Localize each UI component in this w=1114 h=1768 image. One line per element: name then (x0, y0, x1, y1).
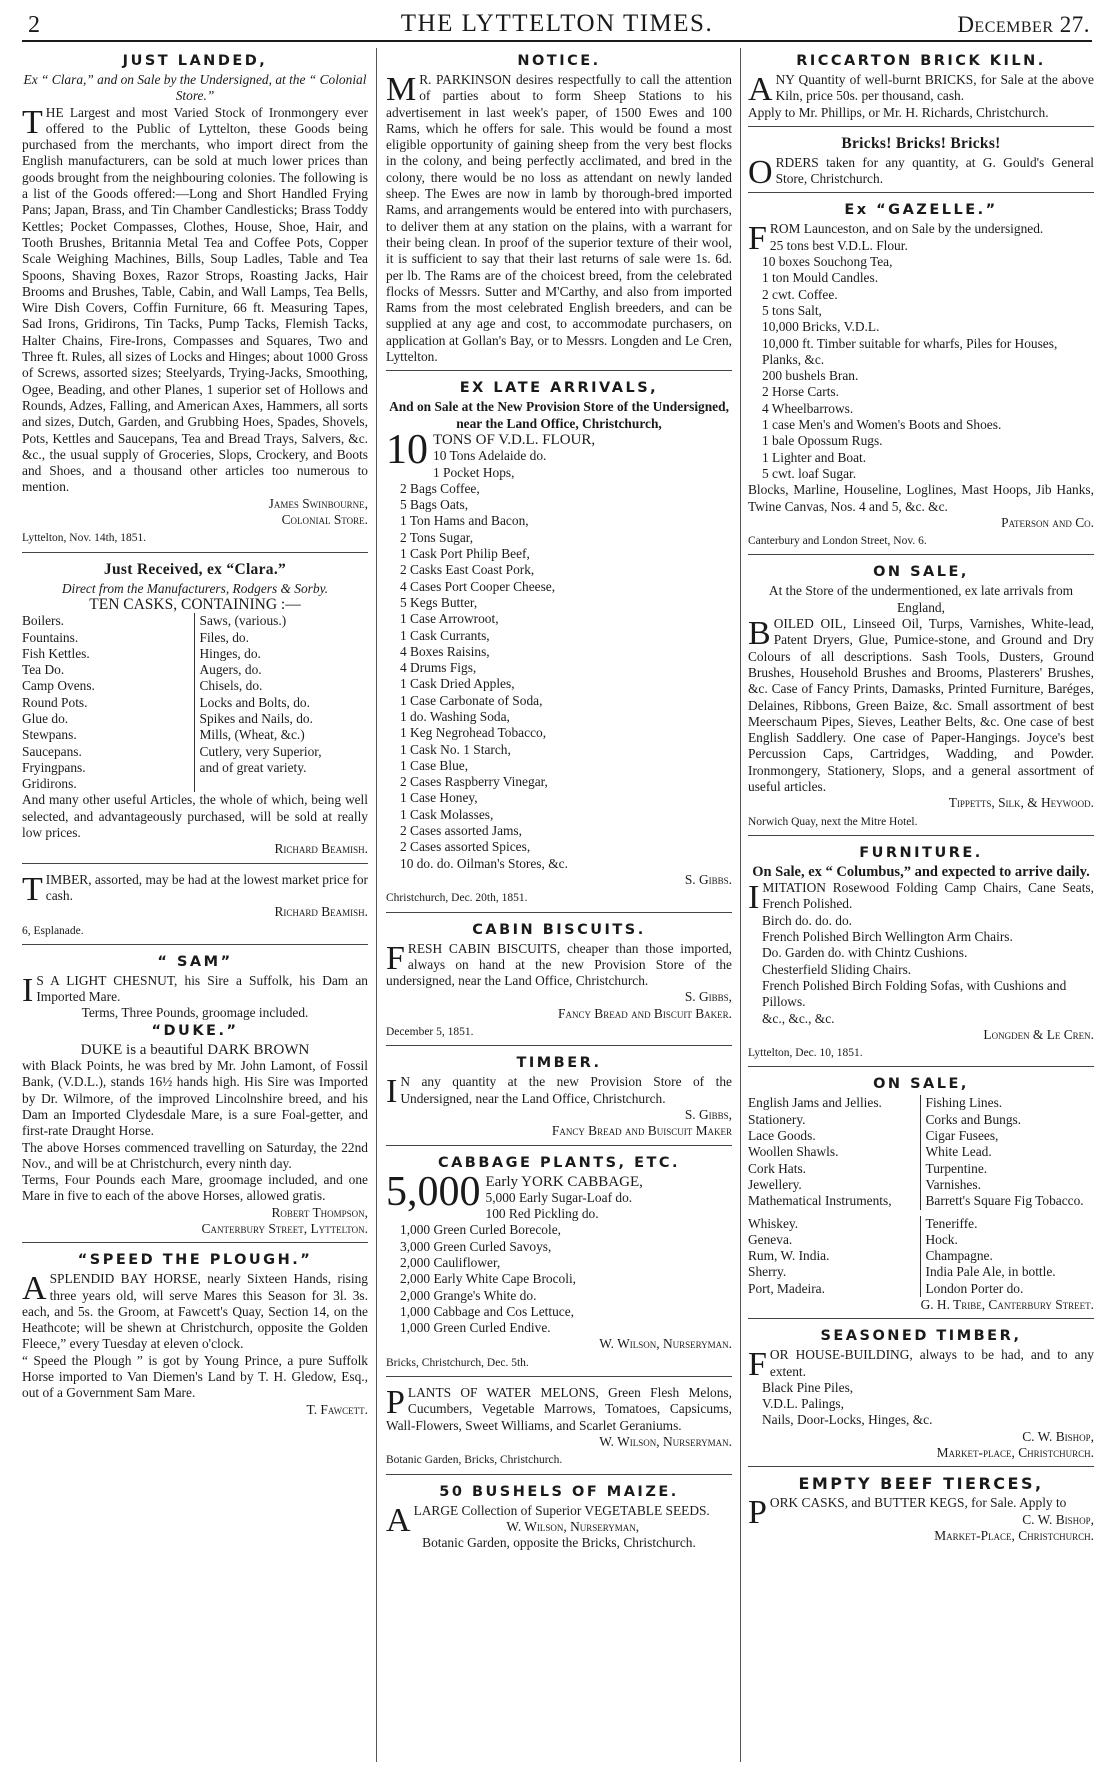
list-item: 10,000 Bricks, V.D.L. (762, 319, 880, 335)
ad-body: MITATION Rosewood Folding Camp Chairs, Cane Seats, French Polished. (762, 880, 1094, 912)
ad-just-landed (22, 52, 368, 553)
dateline: Christchurch, Dec. 20th, 1851. (386, 892, 528, 905)
dateline: 6, Esplanade. (22, 924, 84, 937)
ad-timber-store (386, 1054, 732, 1145)
list-item: Spikes and Nails, do. (199, 710, 313, 726)
large-number: 5,000 (386, 1168, 481, 1215)
ad-body: OILED OIL, Linseed Oil, Turps, Varnishes, White-lead, Patent Dryers, Glue, Pumice-stone, and Ground and Dry Colours of all descriptions. Sash Tools, Dusters, Ground Brushes, Household Brushes and Brooms, Plasterers' Brushes, &c. Case of Fancy Prints, Damasks, Printed Furniture, Baréges, Delaines, Ribbons, Green Baize, &c. Small assortment of best Meerschaum Pipes, Sieves, Leather Belts, &c. One case of best English Saddlery. One case of Paper-Hangings. Joyce's best Percussion Caps, Cartridges, Wadding, and Powder. Ironmongery, Stationery, Slops, and a general assortment of useful articles. (748, 616, 1094, 794)
ad-body: R. PARKINSON desires respectfully to call the attention of parties about to form Sheep Stations to his advertisement in last week's paper, of 1500 Ewes and 100 Rams, which he offers for sale. This would be found a most eligible opportunity of gaining sheep from the very best flocks in the colony, and being perfectly acclimated, and bred in the colony, there would be no loss as attendant on newly landed sheep. The Ewes are now in lamb by thorough-bred imported Rams, and arrangements would be entered into with purchasers, to deliver them at any station on the plains, with a warrant for their being clean. In proof of the superior texture of their wool, it is sufficient to say that their last returns of sale were 1s. 6d. per lb. The Rams are of the choicest breed, from the celebrated flocks of Messrs. Sutter and M'Carthy, and also from imported Rams from the most celebrated English breeders, and can be supplied at any age and cost, to accommodate purchasers, on application at Gollan's Bay, or to Messrs. Longden and Le Cren, Lyttelton. (386, 72, 732, 365)
ad-seasoned-timber (748, 1327, 1094, 1467)
signature-line-2: Canterbury Street, Lyttelton. (201, 1221, 368, 1236)
ad-heading: Bricks! Bricks! Bricks! (841, 134, 1001, 152)
ad-terms: Terms, Four Pounds each Mare, groomage included, and one Mare in five to each of the above Horses, allowed gratis. (22, 1172, 368, 1204)
list-item: 1,000 Green Curled Borecole, (400, 1222, 562, 1238)
item-list (748, 1380, 1094, 1429)
list-item: 1 case Men's and Women's Boots and Shoes. (762, 417, 1002, 433)
list-item: 10 do. do. Oilman's Stores, &c. (400, 855, 568, 871)
list-item: 2,000 Grange's White do. (400, 1287, 537, 1303)
ad-body: HE Largest and most Varied Stock of Ironmongery ever offered to the Public of Lyttelton, these Goods being purchased from the merchants, who import direct from the English manufacturers, can be sold at much lower prices than goods brought from the neighbouring colonies. The following is a list of the Goods offered:—Long and Short Handled Frying Pans; Japan, Brass, and Tin Chamber Candlesticks; Brass Toddy Kettles; Pocket Compasses, Clothes, House, Shoe, Hair, and Tooth Brushes, Britannia Metal Tea and Coffee Pots, Copper Scale Weighing Machines, Bills, Soup Ladles, Table and Tea Spoons, Shaving Boxes, Razor Strops, Roasting Jacks, Hair Brooms and Brushes, Table, Cabin, and Wall Lamps, Tea Bells, Wire Dish Covers, Coffin Furniture, 66 ft. Measuring Tapes, Sad Irons, Gridirons, Tin Tacks, Pump Tacks, Flemish Tacks, Halter Chains, Fire-Irons, Compasses and Squares, Two and Three ft. Rules, all sizes of Locks and Hinges; about 1000 Gross of Screws, assorted sizes; Steelyards, Trying-Jacks, Smoothing, Ogee, Beading, and other Planes, 1 superior set of Hollows and Rounds, Adzes, Falling, and American Axes, Hammers, all sorts and sizes, Dutch, Garden, and Grubbing Hoes, Spades, Shovels, Pots, Kettles and Saucepans, Tea and Bread Trays, Salvers, &c. &c., the usual supply of Groceries, Slops, Crockery, and Boots and Shoes, and a thousand other articles too numerous to mention. (22, 104, 368, 495)
ad-heading: 50 BUSHELS OF MAIZE. (439, 1483, 679, 1500)
ad-on-sale-tippetts (748, 563, 1094, 835)
two-column-list (22, 613, 368, 792)
ad-body: And many other useful Articles, the whole of which, being well selected, and advantageously purchased, will be sold at really low prices. (22, 792, 368, 841)
column-rule (376, 48, 377, 1762)
signature: W. Wilson, Nurseryman. (599, 1336, 732, 1352)
list-item: 1 bale Opossum Rugs. (762, 433, 883, 449)
list-item: Teneriffe. (925, 1215, 978, 1231)
list-item: English Jams and Jellies. (748, 1095, 882, 1111)
list-item: 1 ton Mould Candles. (762, 270, 879, 286)
drop-cap: M (386, 71, 417, 108)
list-item: Fryingpans. (22, 759, 86, 775)
list-item: 1,000 Green Curled Endive. (400, 1320, 551, 1336)
signature-line-2: Fancy Bread and Biscuit Baker. (558, 1005, 732, 1021)
drop-cap: I (386, 1073, 398, 1111)
list-left (748, 1095, 920, 1209)
ad-subheading: On Sale, ex “ Columbus,” and expected to arrive daily. (752, 863, 1090, 880)
list-item: 2 Tons Sugar, (400, 529, 474, 545)
list-item: 1 Pocket Hops, (433, 464, 515, 480)
list-item: India Pale Ale, in bottle. (925, 1264, 1056, 1280)
list-item: 2 Cases assorted Spices, (400, 839, 531, 855)
ad-body: N any quantity at the new Provision Store of the Undersigned, near the Land Office, Christchurch. (400, 1074, 732, 1106)
ad-body: RESH CABIN BISCUITS, cheaper than those imported, always on hand at the new Provision Store of the undersigned, near the Land Office, Christchurch. (386, 940, 732, 989)
ad-speed-the-plough (22, 1251, 368, 1423)
list-item: White Lead. (925, 1144, 992, 1160)
column-1 (22, 52, 368, 1762)
list-item: Do. Garden do. with Chintz Cushions. (762, 945, 968, 961)
list-item: London Porter do. (925, 1280, 1024, 1296)
column-3 (748, 52, 1094, 1762)
list-item: 1 Lighter and Boat. (762, 449, 867, 465)
list-item: 100 Red Pickling do. (485, 1206, 599, 1222)
ad-heading: FURNITURE. (859, 844, 983, 861)
list-item: and of great variety. (199, 759, 307, 775)
list-item: Turpentine. (925, 1160, 988, 1176)
list-item: Fishing Lines. (925, 1095, 1003, 1111)
drop-cap: P (748, 1494, 767, 1532)
drop-cap: T (22, 103, 43, 141)
list-item: 1 Case Arrowroot, (400, 611, 499, 627)
signature: Richard Beamish. (274, 841, 368, 857)
list-item: 1 Keg Negrohead Tobacco, (400, 725, 547, 741)
list-item: 10,000 ft. Timber suitable for wharfs, Piles for Houses, Planks, &c. (762, 335, 1058, 367)
list-item: 1 Cask Molasses, (400, 806, 494, 822)
drop-cap: A (22, 1270, 47, 1308)
signature: S. Gibbs, (684, 989, 732, 1005)
ad-terms: Terms, Three Pounds, groomage included. (81, 1005, 309, 1021)
ad-heading: JUST LANDED, (122, 53, 268, 69)
masthead (22, 6, 1092, 42)
ad-riccarton-brick-kiln (748, 52, 1094, 127)
column-2 (386, 52, 732, 1762)
list-item: Port, Madeira. (748, 1280, 825, 1296)
list-item: Woollen Shawls. (748, 1144, 839, 1160)
drop-cap: A (386, 1501, 411, 1539)
drop-cap: A (748, 71, 773, 108)
signature: Paterson and Co. (1001, 514, 1094, 530)
two-column-list (748, 1216, 1094, 1297)
ad-sam-duke (22, 953, 368, 1243)
list-item: V.D.L. Palings, (762, 1396, 844, 1412)
ad-beef-tierces (748, 1475, 1094, 1549)
ad-heading: Ex “GAZELLE.” (844, 202, 998, 219)
signature: C. W. Bishop, (1022, 1511, 1094, 1527)
item-list (386, 448, 732, 872)
ad-title: TEN CASKS, CONTAINING :— (89, 595, 301, 613)
drop-cap: I (22, 971, 34, 1009)
ad-body: LARGE Collection of Superior VEGETABLE SEEDS. (413, 1502, 710, 1518)
ad-body: IMBER, assorted, may be had at the lowest market price for cash. (45, 871, 368, 903)
two-column-list (748, 1095, 1094, 1209)
list-item: Rum, W. India. (748, 1248, 830, 1264)
drop-cap: B (748, 615, 771, 653)
ad-lead: TONS OF V.D.L. FLOUR, (433, 431, 596, 448)
ad-notice (386, 52, 732, 371)
list-item: Barrett's Square Fig Tobacco. (925, 1193, 1084, 1209)
list-item: 1 Case Carbonate of Soda, (400, 692, 543, 708)
list-item: 2 Cases Raspberry Vinegar, (400, 774, 548, 790)
ad-maize (386, 1483, 732, 1557)
drop-cap: T (22, 870, 43, 908)
item-list (748, 238, 1094, 482)
dateline: Lyttelton, Dec. 10, 1851. (748, 1047, 863, 1060)
list-item: 10 Tons Adelaide do. (433, 448, 547, 464)
list-item: 1 Cask No. 1 Starch, (400, 741, 511, 757)
ad-heading: Just Received, ex “Clara.” (103, 560, 287, 578)
list-item: 4 Drums Figs, (400, 660, 477, 676)
list-item: 2 cwt. Coffee. (762, 286, 838, 302)
dateline: Bricks, Christchurch, Dec. 5th. (386, 1356, 529, 1369)
ad-body-2: “ Speed the Plough ” is got by Young Prince, a pure Suffolk Horse imported to Van Diemen's Land by T. H. Gledow, Esq., out of a Government Sam Mare. (22, 1352, 368, 1401)
ad-furniture (748, 844, 1094, 1068)
list-item: 4 Cases Port Cooper Cheese, (400, 578, 556, 594)
ad-clara (22, 561, 368, 864)
list-right (920, 1216, 1095, 1297)
list-item: &c., &c., &c. (762, 1010, 835, 1026)
ad-subheading: Ex “ Clara,” and on Sale by the Undersigned, at the “ Colonial Store.” (23, 72, 367, 104)
drop-cap: I (748, 879, 760, 917)
ad-body-2: Apply to Mr. Phillips, or Mr. H. Richards, Christchurch. (748, 104, 1049, 120)
ad-heading: NOTICE. (517, 53, 601, 69)
list-item: Camp Ovens. (22, 678, 95, 694)
signature: S. Gibbs, (684, 1106, 732, 1122)
ad-gazelle (748, 201, 1094, 555)
list-item: Hock. (925, 1231, 958, 1247)
list-item: Mills, (Wheat, &c.) (199, 727, 305, 743)
list-item: Chesterfield Sliding Chairs. (762, 961, 912, 977)
ad-heading: “SPEED THE PLOUGH.” (77, 1252, 313, 1269)
dateline: Botanic Garden, Bricks, Christchurch. (386, 1454, 563, 1467)
list-item: 5,000 Early Sugar-Loaf do. (485, 1189, 633, 1205)
list-item: Corks and Bungs. (925, 1111, 1022, 1127)
ad-body: LANTS OF WATER MELONS, Green Flesh Melons, Cucumbers, Vegetable Marrows, Tomatoes, Capsicums, Wall-Flowers, Sweet Williams, and Scarlet Geraniums. (386, 1385, 732, 1433)
list-item: French Polished Birch Wellington Arm Chairs. (762, 929, 1013, 945)
list-item: Saucepans. (22, 743, 82, 759)
list-item: Geneva. (748, 1231, 793, 1247)
list-item: Saws, (various.) (199, 613, 287, 629)
list-item: 1 Case Honey, (400, 790, 478, 806)
list-item: 2 Cases assorted Jams, (400, 823, 522, 839)
list-item: 2 Casks East Coast Pork, (400, 562, 535, 578)
dateline: Lyttelton, Nov. 14th, 1851. (22, 532, 147, 545)
list-item: Locks and Bolts, do. (199, 694, 310, 710)
issue-date: December 27. (957, 12, 1090, 37)
ad-heading: SEASONED TIMBER, (820, 1328, 1022, 1345)
ad-lead: Early YORK CABBAGE, (485, 1173, 643, 1190)
drop-cap: P (386, 1384, 405, 1422)
list-item: Cutlery, very Superior, (199, 743, 322, 759)
list-item: 2 Horse Carts. (762, 384, 839, 400)
signature-line-2: Colonial Store. (281, 512, 368, 528)
list-item: Cork Hats. (748, 1160, 807, 1176)
ad-on-sale-tribe (748, 1075, 1094, 1319)
signature: G. H. Tribe, Canterbury Street. (920, 1297, 1094, 1312)
list-item: Round Pots. (22, 694, 88, 710)
list-item: Augers, do. (199, 662, 262, 678)
list-item: 2,000 Early White Cape Brocoli, (400, 1271, 577, 1287)
list-item: 4 Boxes Raisins, (400, 643, 490, 659)
page-number: 2 (28, 12, 40, 38)
ad-body: ORK CASKS, and BUTTER KEGS, for Sale. Apply to (769, 1495, 1067, 1511)
list-item: Fountains. (22, 629, 79, 645)
list-item: 1 Cask Port Philip Beef, (400, 546, 530, 562)
drop-cap: O (748, 153, 773, 191)
column-rule (740, 48, 741, 1762)
ad-heading: CABBAGE PLANTS, ETC. (437, 1154, 681, 1171)
list-item: 2 Bags Coffee, (400, 480, 480, 496)
ad-heading: “DUKE.” (151, 1022, 239, 1039)
signature: Longden & Le Cren. (983, 1026, 1094, 1042)
list-item: Stationery. (748, 1111, 806, 1127)
list-left (22, 613, 194, 792)
list-item: Files, do. (199, 629, 249, 645)
list-item: 1 Ton Hams and Bacon, (400, 513, 529, 529)
ad-cabbage-plants (386, 1154, 732, 1378)
ad-water-melons (386, 1385, 732, 1474)
drop-cap: F (748, 220, 767, 258)
list-item: Gridirons. (22, 776, 77, 792)
ad-body: SPLENDID BAY HORSE, nearly Sixteen Hands, rising three years old, will serve Mares this Season for 3l. 3s. each, and 5s. the Groom, at Fawcett's Quay, Section 14, on the Heathcote; will be shewn at Christchurch, opposite the Golden Fleece,” every Tuesday at eleven o'clock. (22, 1271, 368, 1352)
drop-cap: F (748, 1346, 767, 1384)
list-item: 1 Cask Dried Apples, (400, 676, 515, 692)
list-item: Birch do. do. do. (762, 912, 853, 928)
ad-body: S A LIGHT CHESNUT, his Sire a Suffolk, his Dam an Imported Mare. (36, 972, 368, 1005)
list-item: 3,000 Green Curled Savoys, (400, 1238, 552, 1254)
newspaper-title: THE LYTTELTON TIMES. (400, 10, 714, 37)
ad-heading: CABIN BISCUITS. (472, 921, 646, 938)
list-right (920, 1095, 1095, 1209)
signature: W. Wilson, Nurseryman, (506, 1518, 640, 1534)
dateline: December 5, 1851. (386, 1026, 474, 1039)
ad-body: with Black Points, he was bred by Mr. John Lamont, of Fossil Bank, (V.D.L.), stands 16½ hands high. His Sire was Imported by Dr. Wilmore, of the improved Lincolnshire breed, and his Dam an Imported Clydesdale Mare, is a sure Foal-getter, and first-rate Draught Horse. (22, 1058, 368, 1139)
signature: T. Fawcett. (306, 1401, 368, 1417)
list-item: 25 tons best V.D.L. Flour. (769, 237, 908, 253)
list-item: Nails, Door-Locks, Hinges, &c. (762, 1412, 933, 1428)
ad-heading: ON SALE, (873, 564, 969, 581)
list-left (748, 1216, 920, 1297)
list-item: 1 Case Blue, (400, 757, 469, 773)
ad-heading: EX LATE ARRIVALS, (459, 380, 659, 397)
signature: Tippetts, Silk, & Heywood. (948, 795, 1094, 811)
list-item: Whiskey. (748, 1215, 799, 1231)
ad-late-arrivals (386, 379, 732, 912)
list-item: 2,000 Cauliflower, (400, 1255, 501, 1270)
signature: W. Wilson, Nurseryman. (599, 1433, 732, 1449)
ad-timber (22, 872, 368, 945)
list-item: Hinges, do. (199, 645, 261, 661)
list-item: Lace Goods. (748, 1128, 816, 1144)
signature-line-2: Market-place, Christchurch. (936, 1445, 1094, 1461)
list-item: 5 cwt. loaf Sugar. (762, 465, 857, 481)
list-item: Black Pine Piles, (762, 1379, 854, 1395)
drop-cap: F (386, 939, 405, 977)
list-item: French Polished Birch Folding Sofas, with Cushions and Pillows. (762, 977, 1067, 1010)
ad-body: RDERS taken for any quantity, at G. Gould's General Store, Christchurch. (775, 154, 1094, 187)
list-item: Fish Kettles. (22, 645, 90, 661)
signature: Richard Beamish. (274, 904, 368, 920)
list-item: Tea Do. (22, 662, 65, 678)
list-item: 5 Kegs Butter, (400, 594, 478, 610)
ad-heading: RICCARTON BRICK KILN. (796, 53, 1046, 69)
list-item: 200 bushels Bran. (762, 368, 859, 384)
list-item: 1,000 Cabbage and Cos Lettuce, (400, 1303, 575, 1319)
list-item: Sherry. (748, 1264, 787, 1280)
list-item: Stewpans. (22, 727, 77, 743)
signature: Robert Thompson, (271, 1204, 368, 1220)
ad-body-2: The above Horses commenced travelling on Saturday, the 22nd Nov., and will be at Christchurch, every ninth day. (22, 1139, 368, 1171)
list-item: 5 Bags Oats, (400, 497, 469, 513)
list-item: 4 Wheelbarrows. (762, 400, 854, 416)
signature-line-2: Market-Place, Christchurch. (934, 1527, 1094, 1543)
list-item: Mathematical Instruments, (748, 1193, 892, 1209)
item-list (748, 913, 1094, 1027)
ad-lead: DUKE is a beautiful DARK BROWN (80, 1041, 310, 1058)
list-item: Cigar Fusees, (925, 1128, 999, 1144)
signature: C. W. Bishop, (1022, 1428, 1094, 1444)
ad-subheading: And on Sale at the New Provision Store of the Undersigned, near the Land Office, Christchurch, (389, 399, 729, 431)
ad-body: OR HOUSE-BUILDING, always to be had, and to any extent. (769, 1347, 1094, 1379)
ad-heading: “ SAM” (157, 953, 233, 970)
ad-body: NY Quantity of well-burnt BRICKS, for Sale at the above Kiln, price 50s. per thousand, cash. (775, 72, 1094, 104)
signature: S. Gibbs. (684, 871, 732, 887)
list-item: 10 boxes Souchong Tea, (762, 254, 893, 270)
list-item: Jewellery. (748, 1176, 802, 1192)
ad-subheading: Direct from the Manufacturers, Rodgers & Sorby. (61, 580, 329, 596)
ad-heading: TIMBER. (516, 1055, 602, 1072)
list-item: Champagne. (925, 1248, 993, 1264)
list-right (194, 613, 369, 792)
list-item: Chisels, do. (199, 678, 263, 694)
list-item: Boilers. (22, 613, 65, 629)
list-item: 1 do. Washing Soda, (400, 708, 510, 724)
large-number: 10 (386, 426, 428, 473)
ad-heading: EMPTY BEEF TIERCES, (798, 1474, 1044, 1494)
ad-heading: ON SALE, (873, 1076, 969, 1093)
list-item: 5 tons Salt, (762, 302, 822, 318)
signature: James Swinbourne, (268, 495, 368, 511)
signature-line-2: Fancy Bread and Buiscuit Maker (551, 1123, 732, 1139)
list-item: 1 Cask Currants, (400, 627, 490, 643)
list-item: Varnishes. (925, 1176, 981, 1192)
ad-cabin-biscuits (386, 921, 732, 1047)
dateline: Canterbury and London Street, Nov. 6. (748, 535, 927, 548)
ad-body-2: Blocks, Marline, Houseline, Loglines, Mast Hoops, Jib Hanks, Twine Canvas, Nos. 4 and 5, &c. &c. (748, 482, 1094, 514)
ad-intro: At the Store of the undermentioned, ex late arrivals from England, (768, 583, 1074, 615)
ad-body: ROM Launceston, and on Sale by the undersigned. (769, 221, 1044, 237)
list-item: Glue do. (22, 710, 69, 726)
dateline: Norwich Quay, next the Mitre Hotel. (748, 815, 918, 828)
ad-bricks (748, 135, 1094, 194)
dateline: Botanic Garden, opposite the Bricks, Christchurch. (422, 1535, 696, 1551)
